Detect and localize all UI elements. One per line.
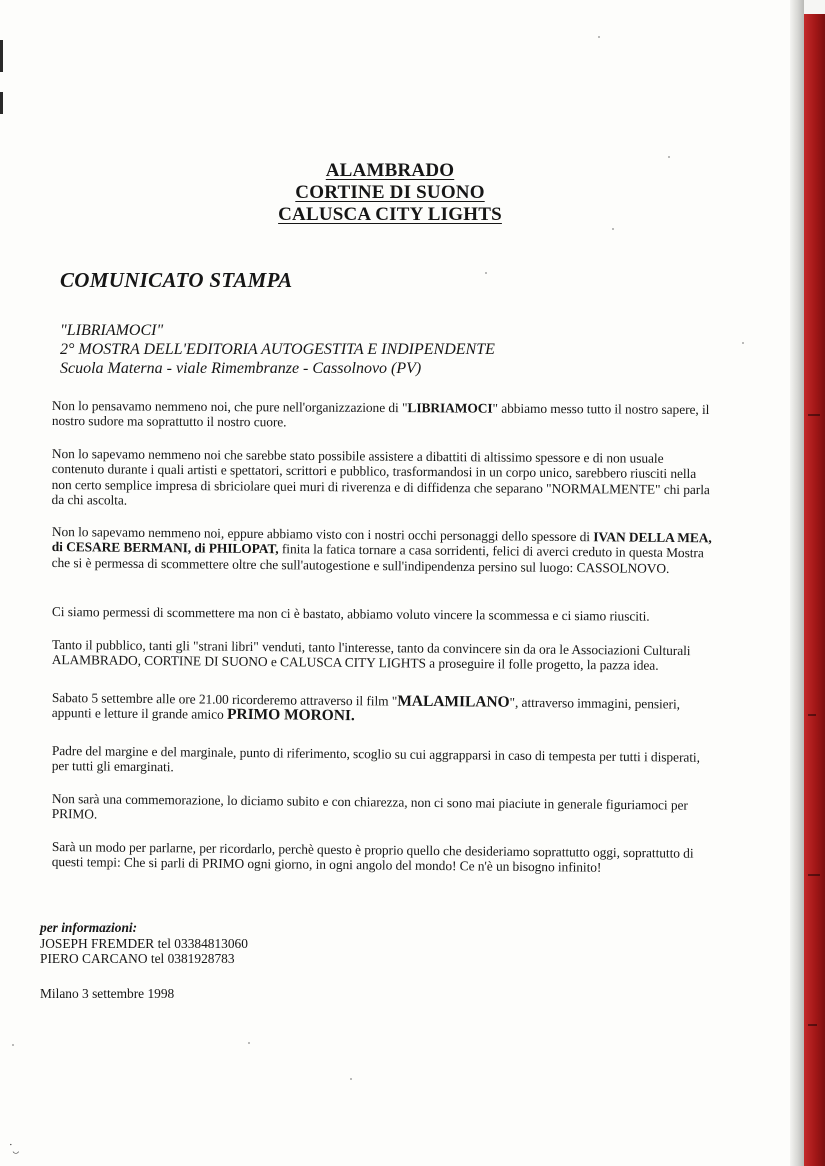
contact-line-carcano: PIERO CARCANO tel 0381928783 [40, 951, 235, 967]
contact-label: per informazioni: [40, 920, 138, 935]
body-paragraph-6: Sabato 5 settembre alle ore 21.00 ricorderemo attraverso il film "MALAMILANO", attraverso immagini, pensieri, appunti e letture il grande amico PRIMO MORONI. [51, 690, 681, 725]
event-name: "LIBRIAMOCI" [60, 322, 164, 339]
body-paragraph-1: Non lo pensavamo nemmeno noi, che pure nell'organizzazione di "LIBRIAMOCI" abbiamo messo tutto il nostro sapere, il nostro sudore ma soprattutto il nostro cuore. [51, 398, 710, 430]
scan-speck [668, 156, 670, 158]
event-subtitle: 2° MOSTRA DELL'EDITORIA AUTOGESTITA E INDIPENDENTE [60, 341, 495, 358]
scan-corner-mark: ॱ‿ [9, 1142, 20, 1154]
scan-speck [742, 342, 744, 344]
body-paragraph-4: Ci siamo permessi di scommettere ma non ci è bastato, abbiamo voluto vincere la scommessa e ci siamo riusciti. [51, 604, 650, 624]
body-paragraph-2: Non lo sapevamo nemmeno noi che sarebbe stato possibile assistere a dibattiti di altissimo spessore e di non usuale contenuto durante i quali artisti e spettatori, scrittori e pubblico, trasformandosi in un corpo unico, sarebbero riusciti nella non certo semplice impresa di sbriciolare quei muri di riverenza e di diffidenza che separano "NORMALMENTE" chi parla da chi ascolta. [51, 446, 710, 508]
scan-speck [12, 1044, 14, 1046]
header-line-alambrado: ALAMBRADO [325, 160, 455, 181]
event-location: Scuola Materna - viale Rimembranze - Cassolnovo (PV) [60, 360, 422, 377]
emphasis-libriamoci: LIBRIAMOCI [407, 400, 493, 416]
body-paragraph-5: Tanto il pubblico, tanti gli "strani libri" venduti, tanto l'interesse, tanto da convincere sin da ora le Associazioni Culturali ALAMBRADO, CORTINE DI SUONO e CALUSCA CITY LIGHTS a proseguire il folle progetto, la pazza idea. [51, 637, 691, 674]
body-paragraph-7: Padre del margine e del marginale, punto di riferimento, scoglio su cui aggrapparsi in caso di tempesta per tutti i disperati, per tutti gli emarginati. [51, 743, 701, 775]
emphasis-malamilano: MALAMILANO [397, 692, 510, 711]
event-info [60, 321, 495, 378]
header-line-calusca: CALUSCA CITY LIGHTS [278, 204, 502, 225]
scan-speck [598, 36, 600, 38]
emphasis-primo-moroni: PRIMO MORONI. [226, 706, 355, 725]
emphasis-guests: IVAN DELLA MEA, di CESARE BERMANI, di PHILOPAT, [51, 529, 712, 557]
body-paragraph-3: Non lo sapevamo nemmeno noi, eppure abbiamo visto con i nostri occhi personaggi dello spessore di IVAN DELLA MEA, di CESARE BERMANI, di PHILOPAT, finita la fatica tornare a casa sorridenti, felici di averci creduto in questa Mostra che si è permessa di scommettere oltre che sull'autogestione e sull'indipendenza persino sul luogo: CASSOLNOVO. [51, 524, 712, 576]
press-release-title: COMUNICATO STAMPA [60, 268, 293, 292]
header-line-cortine: CORTINE DI SUONO [295, 182, 485, 203]
scan-edge-mark [0, 40, 3, 72]
contact-info [40, 920, 248, 967]
scan-speck [350, 1078, 352, 1080]
body-paragraph-9: Sarà un modo per parlarne, per ricordarlo, perchè questo è proprio quello che desideriamo soprattutto oggi, soprattutto di questi tempi: Che si parli di PRIMO ogni giorno, in ogni angolo del mondo! Ce n'è un bisogno infinito! [51, 839, 694, 876]
body-paragraph-8: Non sarà una commemorazione, lo diciamo subito e con chiarezza, non ci sono mai piaciute in generale figuriamoci per PRIMO. [51, 791, 688, 822]
scan-speck [612, 228, 614, 230]
red-binding-strip [804, 14, 825, 1166]
scan-speck [248, 1042, 250, 1044]
contact-line-fremder: JOSEPH FREMDER tel 03384813060 [40, 935, 248, 951]
scan-edge-mark [0, 92, 3, 114]
document-date: Milano 3 settembre 1998 [40, 986, 175, 1001]
binding-shadow [790, 0, 804, 1166]
scan-speck [485, 272, 487, 274]
organizations-header [120, 160, 660, 226]
